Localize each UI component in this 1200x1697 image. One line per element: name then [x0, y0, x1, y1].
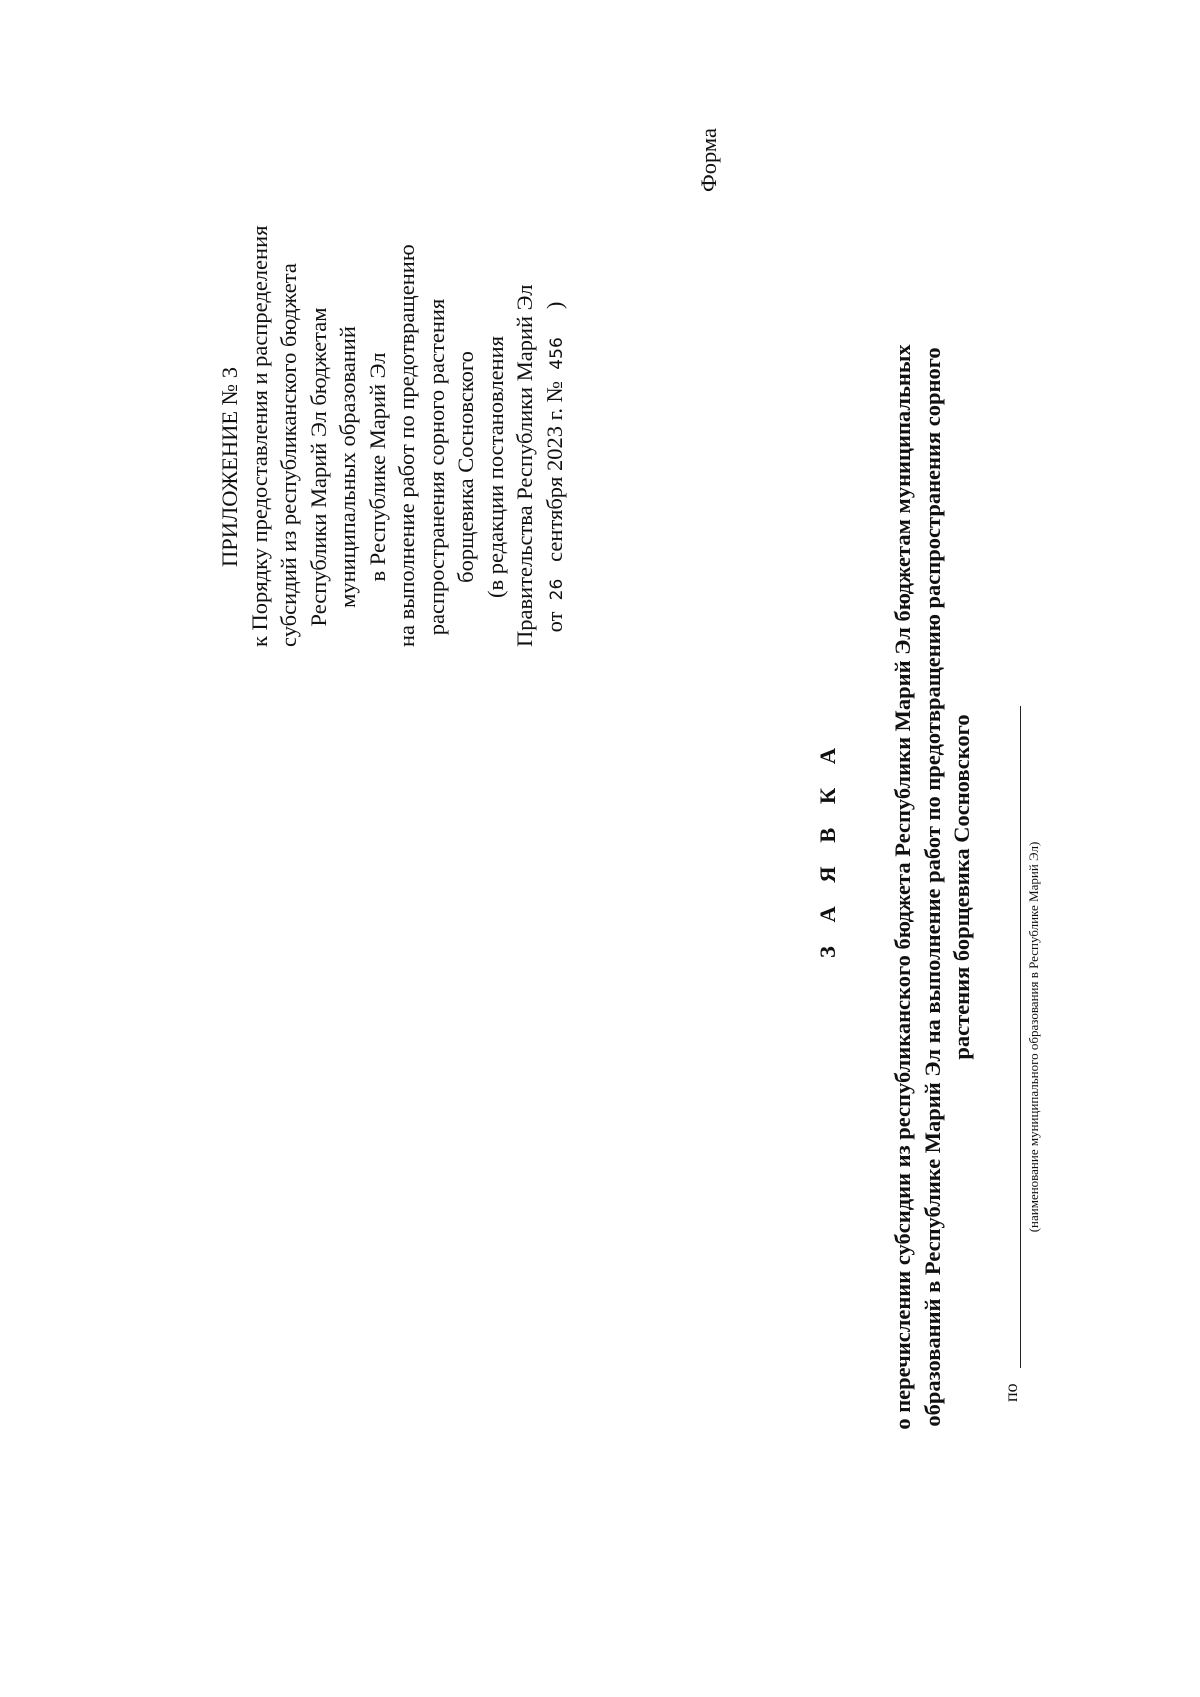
- recipient-caption: (наименование муниципального образования в Республике Марий Эл): [1026, 841, 1041, 1233]
- date-suffix: ): [541, 301, 567, 310]
- appendix-line: Правительства Республики Марий Эл: [512, 284, 537, 647]
- appendix-line: борщевика Сосновского: [453, 351, 478, 583]
- recipient-underline: [1020, 706, 1021, 1368]
- appendix-line: на выполнение работ по предотвращению: [394, 244, 419, 647]
- document-subtitle: [888, 257, 977, 1517]
- recipient-prefix: по: [1001, 1383, 1021, 1402]
- date-day: 26: [546, 578, 567, 601]
- date-middle: сентября 2023 г. №: [541, 380, 567, 562]
- subtitle-line: образований в Республике Марий Эл на выполнение работ по предотвращению распространения сорного: [919, 347, 945, 1427]
- appendix-date-line: [540, 287, 573, 647]
- appendix-line: к Порядку предоставления и распределения: [246, 225, 272, 647]
- appendix-line: в Республике Марий Эл: [364, 352, 390, 582]
- appendix-line: (в редакции постановления: [482, 336, 508, 598]
- appendix-line: распространения сорного растения: [423, 298, 449, 636]
- form-label: Форма: [696, 127, 721, 192]
- appendix-line: Республики Марий Эл бюджетам: [305, 307, 331, 627]
- subtitle-line: о перечислении субсидии из республиканского бюджета Республики Марий Эл бюджетам муниципальных: [890, 344, 915, 1430]
- appendix-header: [215, 225, 572, 647]
- subtitle-line: растения борщевика Сосновского: [949, 714, 974, 1060]
- decree-number: 456: [546, 337, 567, 370]
- appendix-line: ПРИЛОЖЕНИЕ № 3: [217, 366, 242, 568]
- appendix-line: субсидий из республиканского бюджета: [276, 263, 301, 647]
- document-title: З А Я В К А: [815, 738, 840, 959]
- date-prefix: от: [541, 611, 567, 633]
- appendix-line: муниципальных образований: [335, 326, 360, 608]
